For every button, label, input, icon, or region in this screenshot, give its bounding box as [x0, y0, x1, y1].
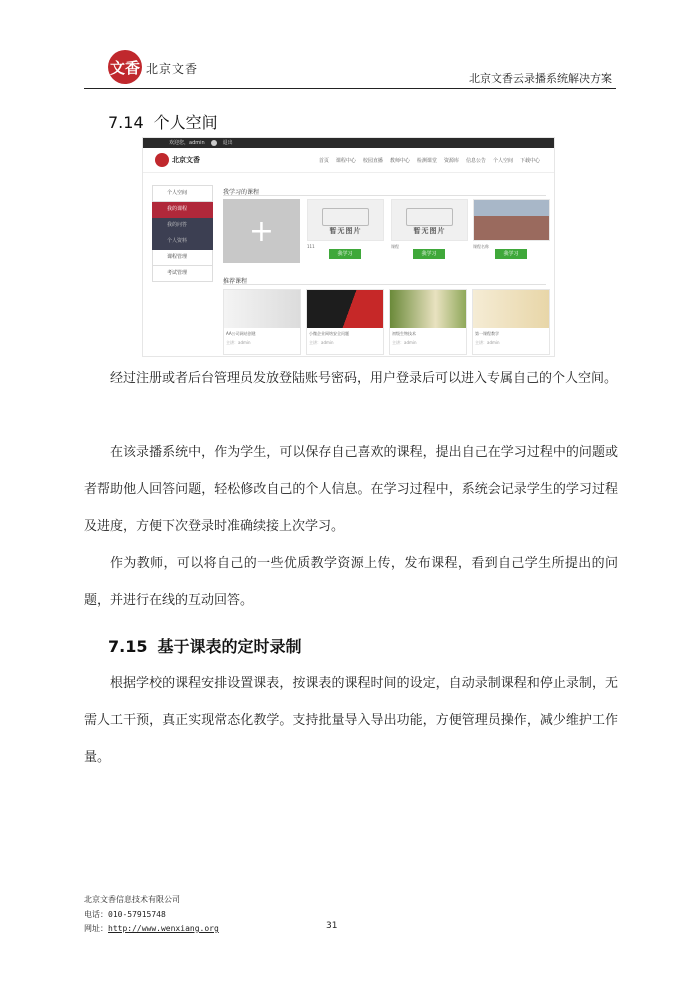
website-link[interactable]: http://www.wenxiang.org — [108, 924, 219, 933]
nav-item: 课程中心 — [335, 157, 356, 164]
study-button: 我学习 — [413, 249, 445, 259]
nav-item: 教师中心 — [389, 157, 410, 164]
course-card — [391, 199, 468, 263]
header-rule — [84, 88, 616, 89]
sidebar-item: 个人空间 — [152, 185, 213, 202]
recommend-thumbnail — [390, 290, 466, 328]
footer-company: 北京文香信息技术有限公司 — [84, 895, 180, 904]
nav-item: 检测课堂 — [416, 157, 437, 164]
nav-item: 首页 — [318, 157, 329, 164]
course-card — [307, 199, 384, 263]
screenshot-topbar — [143, 138, 554, 148]
recommend-card — [223, 289, 301, 355]
section-title: 个人空间 — [153, 113, 218, 132]
recommend-thumbnail — [224, 290, 300, 328]
page-number: 31 — [326, 921, 338, 931]
personal-space-screenshot — [143, 138, 554, 356]
paragraph: 根据学校的课程安排设置课表，按课表的课程时间的设定，自动录制课程和停止录制，无需人工干预，真正实现常态化教学。支持批量导入导出功能，方便管理员操作，减少维护工作量。 — [84, 676, 618, 765]
document-title: 北京文香云录播系统解决方案 — [469, 72, 612, 85]
sidebar-item: 个人资料 — [152, 234, 213, 250]
company-logo-icon: 文香 — [108, 50, 142, 84]
footer-website — [84, 923, 219, 934]
divider — [223, 284, 546, 285]
recommend-author: 主讲：admin — [226, 340, 251, 345]
footer-phone: 电话：010-57915748 — [84, 910, 166, 919]
recommend-title: 初级生物技术 — [392, 331, 416, 336]
course-photo — [473, 199, 550, 241]
sidebar-item: 我的问答 — [152, 218, 213, 234]
recommend-title: 小微企业网络安全问题 — [309, 331, 349, 336]
section-heading-7-15 — [108, 634, 302, 657]
nav-menu — [319, 157, 540, 164]
recommend-title: 第一课程教学 — [475, 331, 499, 336]
sidebar-item: 考试管理 — [152, 266, 213, 282]
section-title: 基于课表的定时录制 — [157, 637, 302, 656]
divider — [223, 195, 546, 196]
course-caption: 课程 — [391, 244, 399, 249]
screenshot-nav — [143, 148, 554, 173]
paragraph: 经过注册或者后台管理员发放登陆账号密码，用户登录后可以进入专属自己的个人空间。 — [110, 371, 618, 386]
screenshot-sidebar — [152, 185, 213, 282]
logout-link: 退出 — [222, 140, 233, 146]
paragraph: 在该录播系统中，作为学生，可以保存自己喜欢的课程，提出自己在学习过程中的问题或者帮助他人回答问题，轻松修改自己的个人信息。在学习过程中，系统会记录学生的学习过程及进度，方便下次登录时准确续接上次学习。 — [84, 445, 618, 534]
recommend-author: 主讲：admin — [309, 340, 334, 345]
sidebar-item-active: 我的课程 — [152, 202, 213, 218]
course-caption: 课程名称 — [473, 244, 489, 249]
recommend-card — [389, 289, 467, 355]
avatar-icon — [211, 140, 217, 146]
section-heading-7-14 — [108, 110, 218, 133]
recommend-thumbnail — [307, 290, 383, 328]
nav-item: 资源库 — [443, 157, 459, 164]
section-number: 7.14 — [108, 113, 144, 132]
recommend-author: 主讲：admin — [392, 340, 417, 345]
welcome-text: 欢迎您，admin — [169, 140, 205, 146]
sidebar-item: 课程管理 — [152, 250, 213, 266]
section-number: 7.15 — [108, 637, 148, 656]
screenshot-logo: 北京文香 — [155, 153, 200, 167]
recommend-card — [472, 289, 550, 355]
recommend-thumbnail — [473, 290, 549, 328]
add-course-plus-icon: + — [223, 199, 300, 263]
nav-item: 校园直播 — [362, 157, 383, 164]
paragraph: 作为教师，可以将自己的一些优质教学资源上传，发布课程，看到自己学生所提出的问题，并进行在线的互动回答。 — [84, 556, 618, 608]
logo-icon — [155, 153, 169, 167]
nav-item: 信息公告 — [465, 157, 486, 164]
study-button: 我学习 — [495, 249, 527, 259]
nav-item: 个人空间 — [492, 157, 513, 164]
course-caption: 111 — [307, 244, 315, 249]
my-courses-heading: 我学习的课程 — [223, 189, 260, 196]
study-button: 我学习 — [329, 249, 361, 259]
recommend-title: AA公司网站创建 — [226, 331, 256, 336]
website-label: 网址： — [84, 924, 108, 933]
recommend-card — [306, 289, 384, 355]
company-brand: 北京文香 — [146, 62, 199, 76]
recommend-author: 主讲：admin — [475, 340, 500, 345]
course-thumbnail: 暂无图片 — [307, 199, 384, 241]
course-thumbnail: 暂无图片 — [391, 199, 468, 241]
recommend-heading: 推荐课程 — [223, 278, 248, 285]
nav-item: 下载中心 — [519, 157, 540, 164]
course-card — [473, 199, 550, 263]
